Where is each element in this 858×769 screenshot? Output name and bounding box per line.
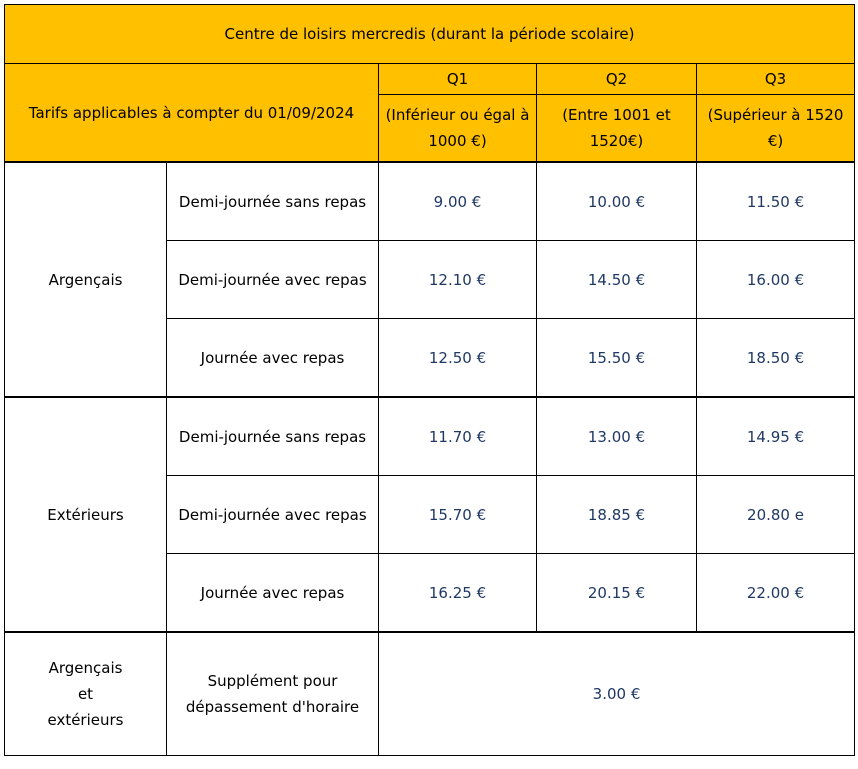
price-cell: 16.25 € [379,554,537,633]
price-cell: 16.00 € [697,241,855,319]
row-label: Journée avec repas [167,554,379,633]
column-header-q2: Q2 [537,64,697,95]
price-cell: 15.50 € [537,319,697,398]
column-desc-q3: (Supérieur à 1520 €) [697,95,855,163]
price-cell: 20.15 € [537,554,697,633]
price-cell: 13.00 € [537,397,697,476]
column-desc-q1: (Inférieur ou égal à 1000 €) [379,95,537,163]
column-desc-q2: (Entre 1001 et 1520€) [537,95,697,163]
supplement-price: 3.00 € [379,632,855,756]
price-cell: 14.95 € [697,397,855,476]
price-cell: 10.00 € [537,162,697,241]
row-label: Journée avec repas [167,319,379,398]
group-label-supplement [5,632,167,756]
group-label-line: et [77,685,94,703]
price-cell: 18.50 € [697,319,855,398]
group-label-line: extérieurs [47,711,124,729]
row-label-supplement [167,632,379,756]
price-cell: 11.70 € [379,397,537,476]
tarifs-table [4,4,855,756]
price-cell: 12.10 € [379,241,537,319]
group-label-line: Argençais [48,659,123,677]
group-label-argencais: Argençais [5,162,167,397]
price-cell: 20.80 e [697,476,855,554]
row-label: Demi-journée avec repas [167,241,379,319]
price-cell: 9.00 € [379,162,537,241]
price-cell: 14.50 € [537,241,697,319]
row-label-line: dépassement d'horaire [185,698,360,716]
price-cell: 11.50 € [697,162,855,241]
table-row [5,397,855,476]
price-cell: 22.00 € [697,554,855,633]
table-title: Centre de loisirs mercredis (durant la période scolaire) [5,5,855,64]
row-label: Demi-journée sans repas [167,162,379,241]
price-cell: 18.85 € [537,476,697,554]
group-label-exterieurs: Extérieurs [5,397,167,632]
tarifs-date-label: Tarifs applicables à compter du 01/09/2024 [5,64,379,163]
row-label-line: Supplément pour [207,672,338,690]
price-cell: 15.70 € [379,476,537,554]
price-cell: 12.50 € [379,319,537,398]
column-header-q1: Q1 [379,64,537,95]
row-label: Demi-journée sans repas [167,397,379,476]
table-row [5,632,855,756]
column-header-q3: Q3 [697,64,855,95]
table-row [5,162,855,241]
row-label: Demi-journée avec repas [167,476,379,554]
